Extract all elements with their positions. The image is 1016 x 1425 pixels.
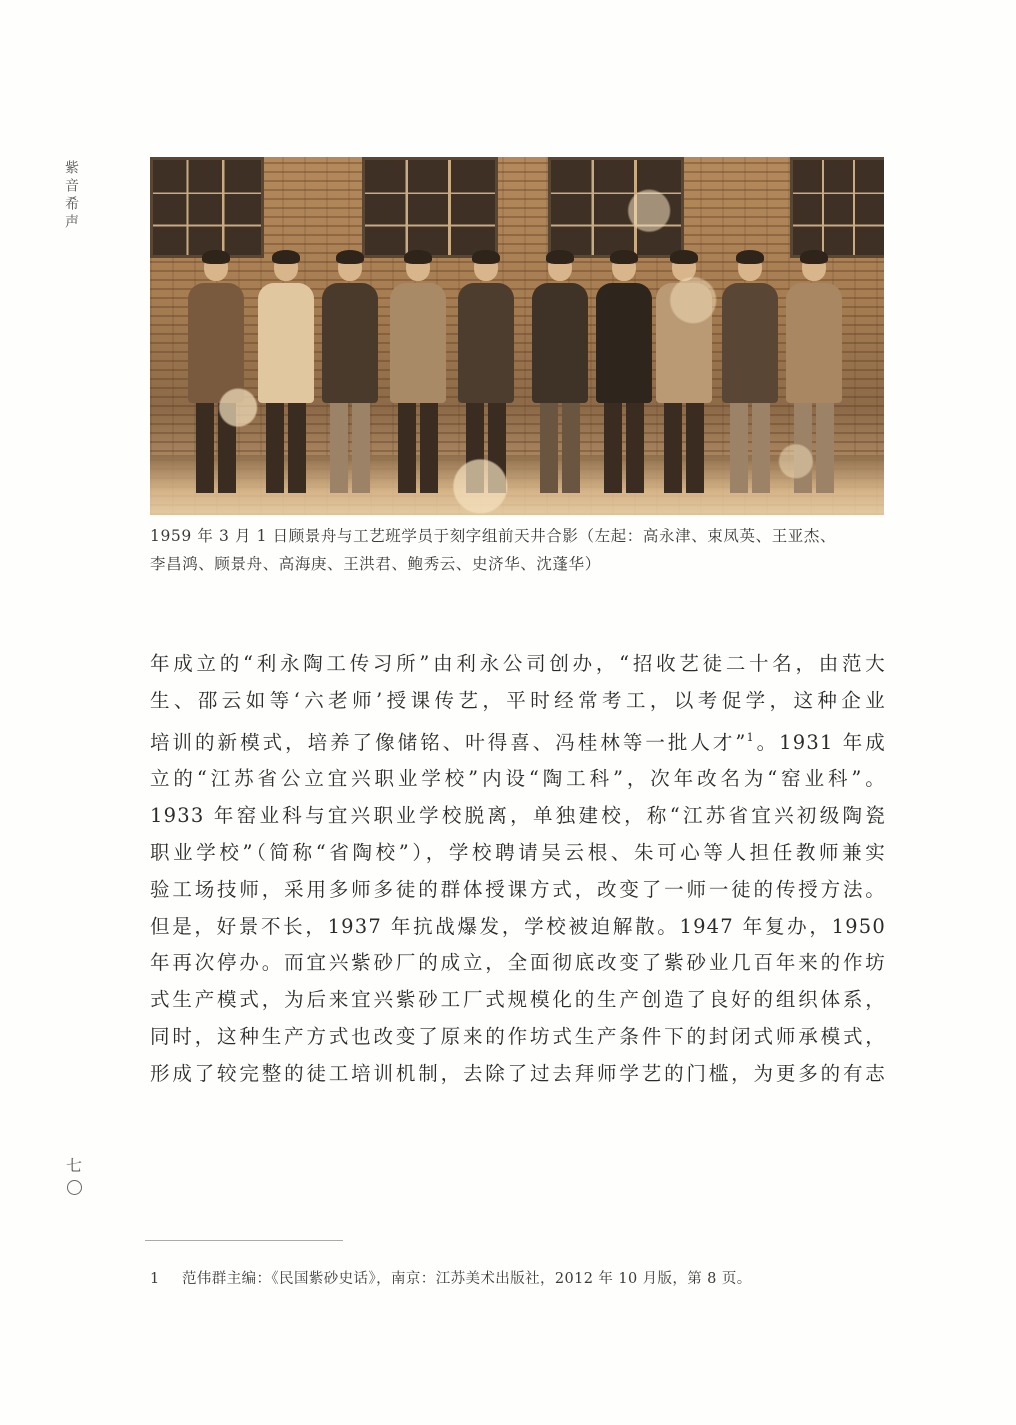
text-line (150, 720, 886, 762)
text-line: 年成立的“利永陶工传习所”由利永公司创办，“招收艺徒二十名，由范大 (150, 652, 886, 675)
text-line: 立的“江苏省公立宜兴职业学校”内设“陶工科”，次年改名为“窑业科”。 (150, 767, 886, 791)
page-number-zero (67, 1180, 82, 1195)
text-line: 验工场技师，采用多师多徒的群体授课方式，改变了一师一徒的传授方法。 (150, 877, 886, 901)
historical-group-photo (150, 157, 884, 515)
text-line: 同时，这种生产方式也改变了原来的作坊式生产条件下的封闭式师承模式， (150, 1024, 886, 1048)
text-segment: 。1931 年成 (754, 730, 886, 754)
footnote (150, 1268, 870, 1290)
text-line: 形成了较完整的徒工培训机制，去除了过去拜师学艺的门槛，为更多的有志 (150, 1061, 886, 1085)
caption-line: 1959 年 3 月 1 日顾景舟与工艺班学员于刻字组前天井合影（左起：高永津、束凤英、王亚杰、 (150, 527, 837, 545)
footnote-number: 1 (150, 1271, 160, 1287)
footnote-ref[interactable]: 1 (746, 730, 755, 744)
text-line: 年再次停办。而宜兴紫砂厂的成立，全面彻底改变了紫砂业几百年来的作坊 (150, 951, 886, 975)
page-number-digit: 七 (65, 1156, 82, 1175)
caption-line: 李昌鸿、顾景舟、高海庚、王洪君、鲍秀云、史济华、沈蓬华） (150, 555, 601, 573)
body-paragraph (150, 646, 886, 1093)
footnote-divider (145, 1240, 343, 1241)
text-line: 式生产模式，为后来宜兴紫砂工厂式规模化的生产创造了良好的组织体系， (150, 988, 886, 1012)
text-line: 职业学校”（简称“省陶校”），学校聘请吴云根、朱可心等人担任教师兼实 (150, 840, 886, 864)
text-segment: 培训的新模式，培养了像储铭、叶得喜、冯桂林等一批人才” (150, 730, 747, 754)
text-line: 1933 年窑业科与宜兴职业学校脱离，单独建校，称“江苏省宜兴初级陶瓷 (150, 804, 886, 828)
photo-damage-overlay (150, 157, 884, 515)
running-head: 紫音希声 (63, 160, 79, 232)
text-line: 但是，好景不长，1937 年抗战爆发，学校被迫解散。1947 年复办，1950 (150, 914, 886, 938)
figure-caption (150, 522, 890, 578)
page-number (62, 1155, 86, 1195)
footnote-text: 范伟群主编：《民国紫砂史话》，南京：江苏美术出版社，2012 年 10 月版，第 8 页。 (182, 1271, 752, 1287)
text-line: 生、邵云如等‘六老师’授课传艺，平时经常考工，以考促学，这种企业 (150, 688, 886, 712)
